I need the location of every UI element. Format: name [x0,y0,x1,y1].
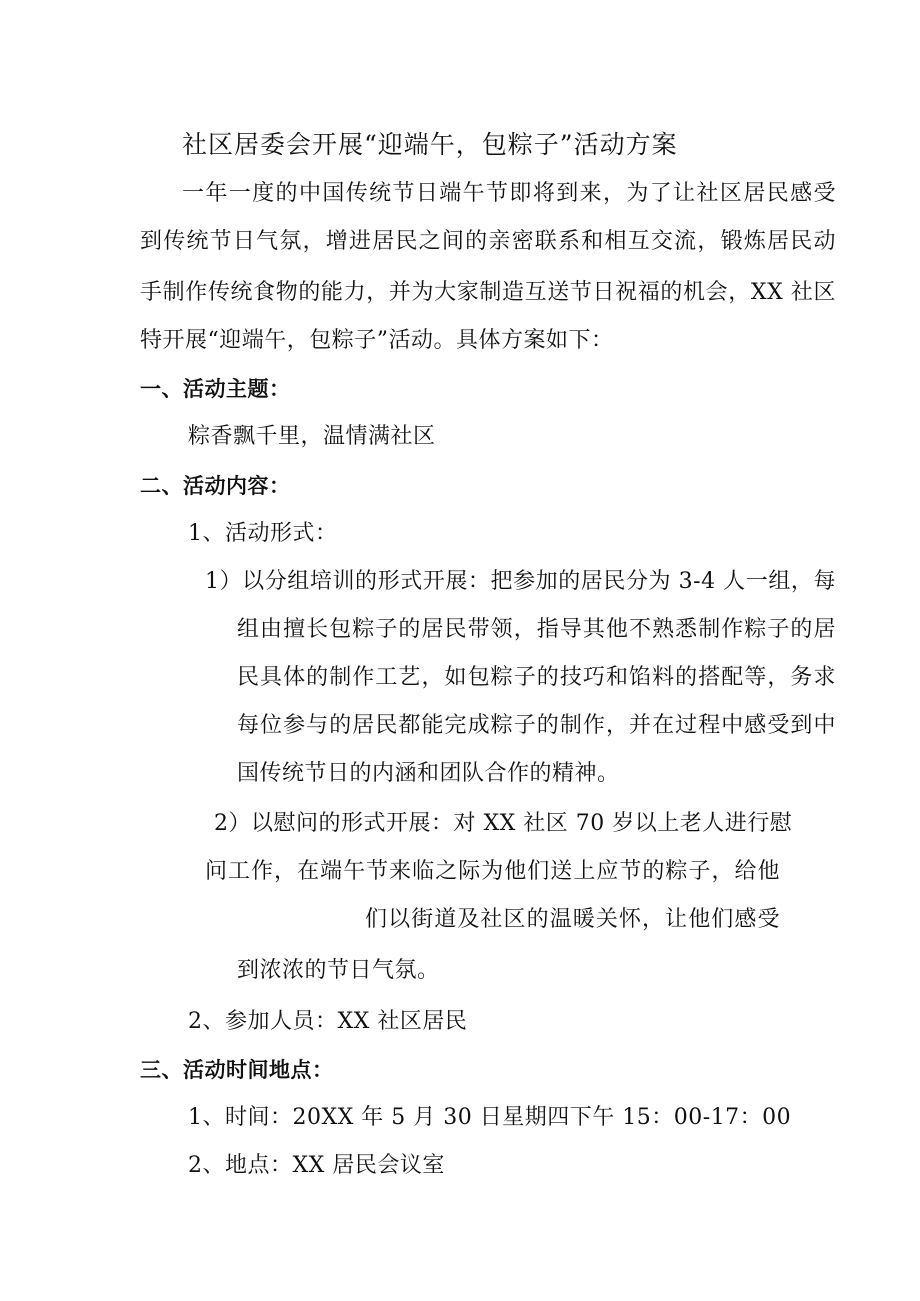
group-training-line-2: 组由擅长包粽子的居民带领，指导其他不熟悉制作粽子的居 [237,617,836,642]
intro-line-1: 一年一度的中国传统节日端午节即将到来，为了让社区居民感受 [182,181,836,206]
intro-line-4: 特开展“迎端午，包粽子”活动。具体方案如下： [140,328,614,353]
section-1-heading: 一、活动主题： [140,377,291,401]
section-2-item-1: 1、活动形式： [188,521,338,546]
section-2-item-2: 2、参加人员：XX 社区居民 [188,1009,468,1034]
visit-line-3: 们以街道及社区的温暖关怀，让他们感受 [365,907,780,932]
visit-line-2: 问工作，在端午节来临之际为他们送上应节的粽子，给他 [205,859,780,884]
intro-line-2: 到传统节日气氛，增进居民之间的亲密联系和相互交流，锻炼居民动 [140,229,836,254]
section-2-heading: 二、活动内容： [140,474,291,498]
document-title: 社区居委会开展“迎端午，包粽子”活动方案 [182,130,678,159]
group-training-line-3: 民具体的制作工艺，如包粽子的技巧和馅料的搭配等，务求 [237,665,836,690]
visit-line-4: 到浓浓的节日气氛。 [237,958,440,983]
activity-place: 2、地点：XX 居民会议室 [188,1153,445,1178]
section-1-content: 粽香飘千里，温情满社区 [188,424,436,449]
group-training-line-4: 每位参与的居民都能完成粽子的制作，并在过程中感受到中 [237,713,836,738]
section-3-heading: 三、活动时间地点： [140,1058,334,1082]
intro-line-3: 手制作传统食物的能力，并为大家制造互送节日祝福的机会，XX 社区 [140,280,836,305]
group-training-line-1: 1）以分组培训的形式开展：把参加的居民分为 3-4 人一组，每 [205,569,836,594]
group-training-line-5: 国传统节日的内涵和团队合作的精神。 [237,761,620,786]
activity-time: 1、时间：20XX 年 5 月 30 日星期四下午 15：00-17：00 [188,1105,792,1130]
visit-line-1: 2）以慰问的形式开展：对 XX 社区 70 岁以上老人进行慰 [214,811,793,836]
